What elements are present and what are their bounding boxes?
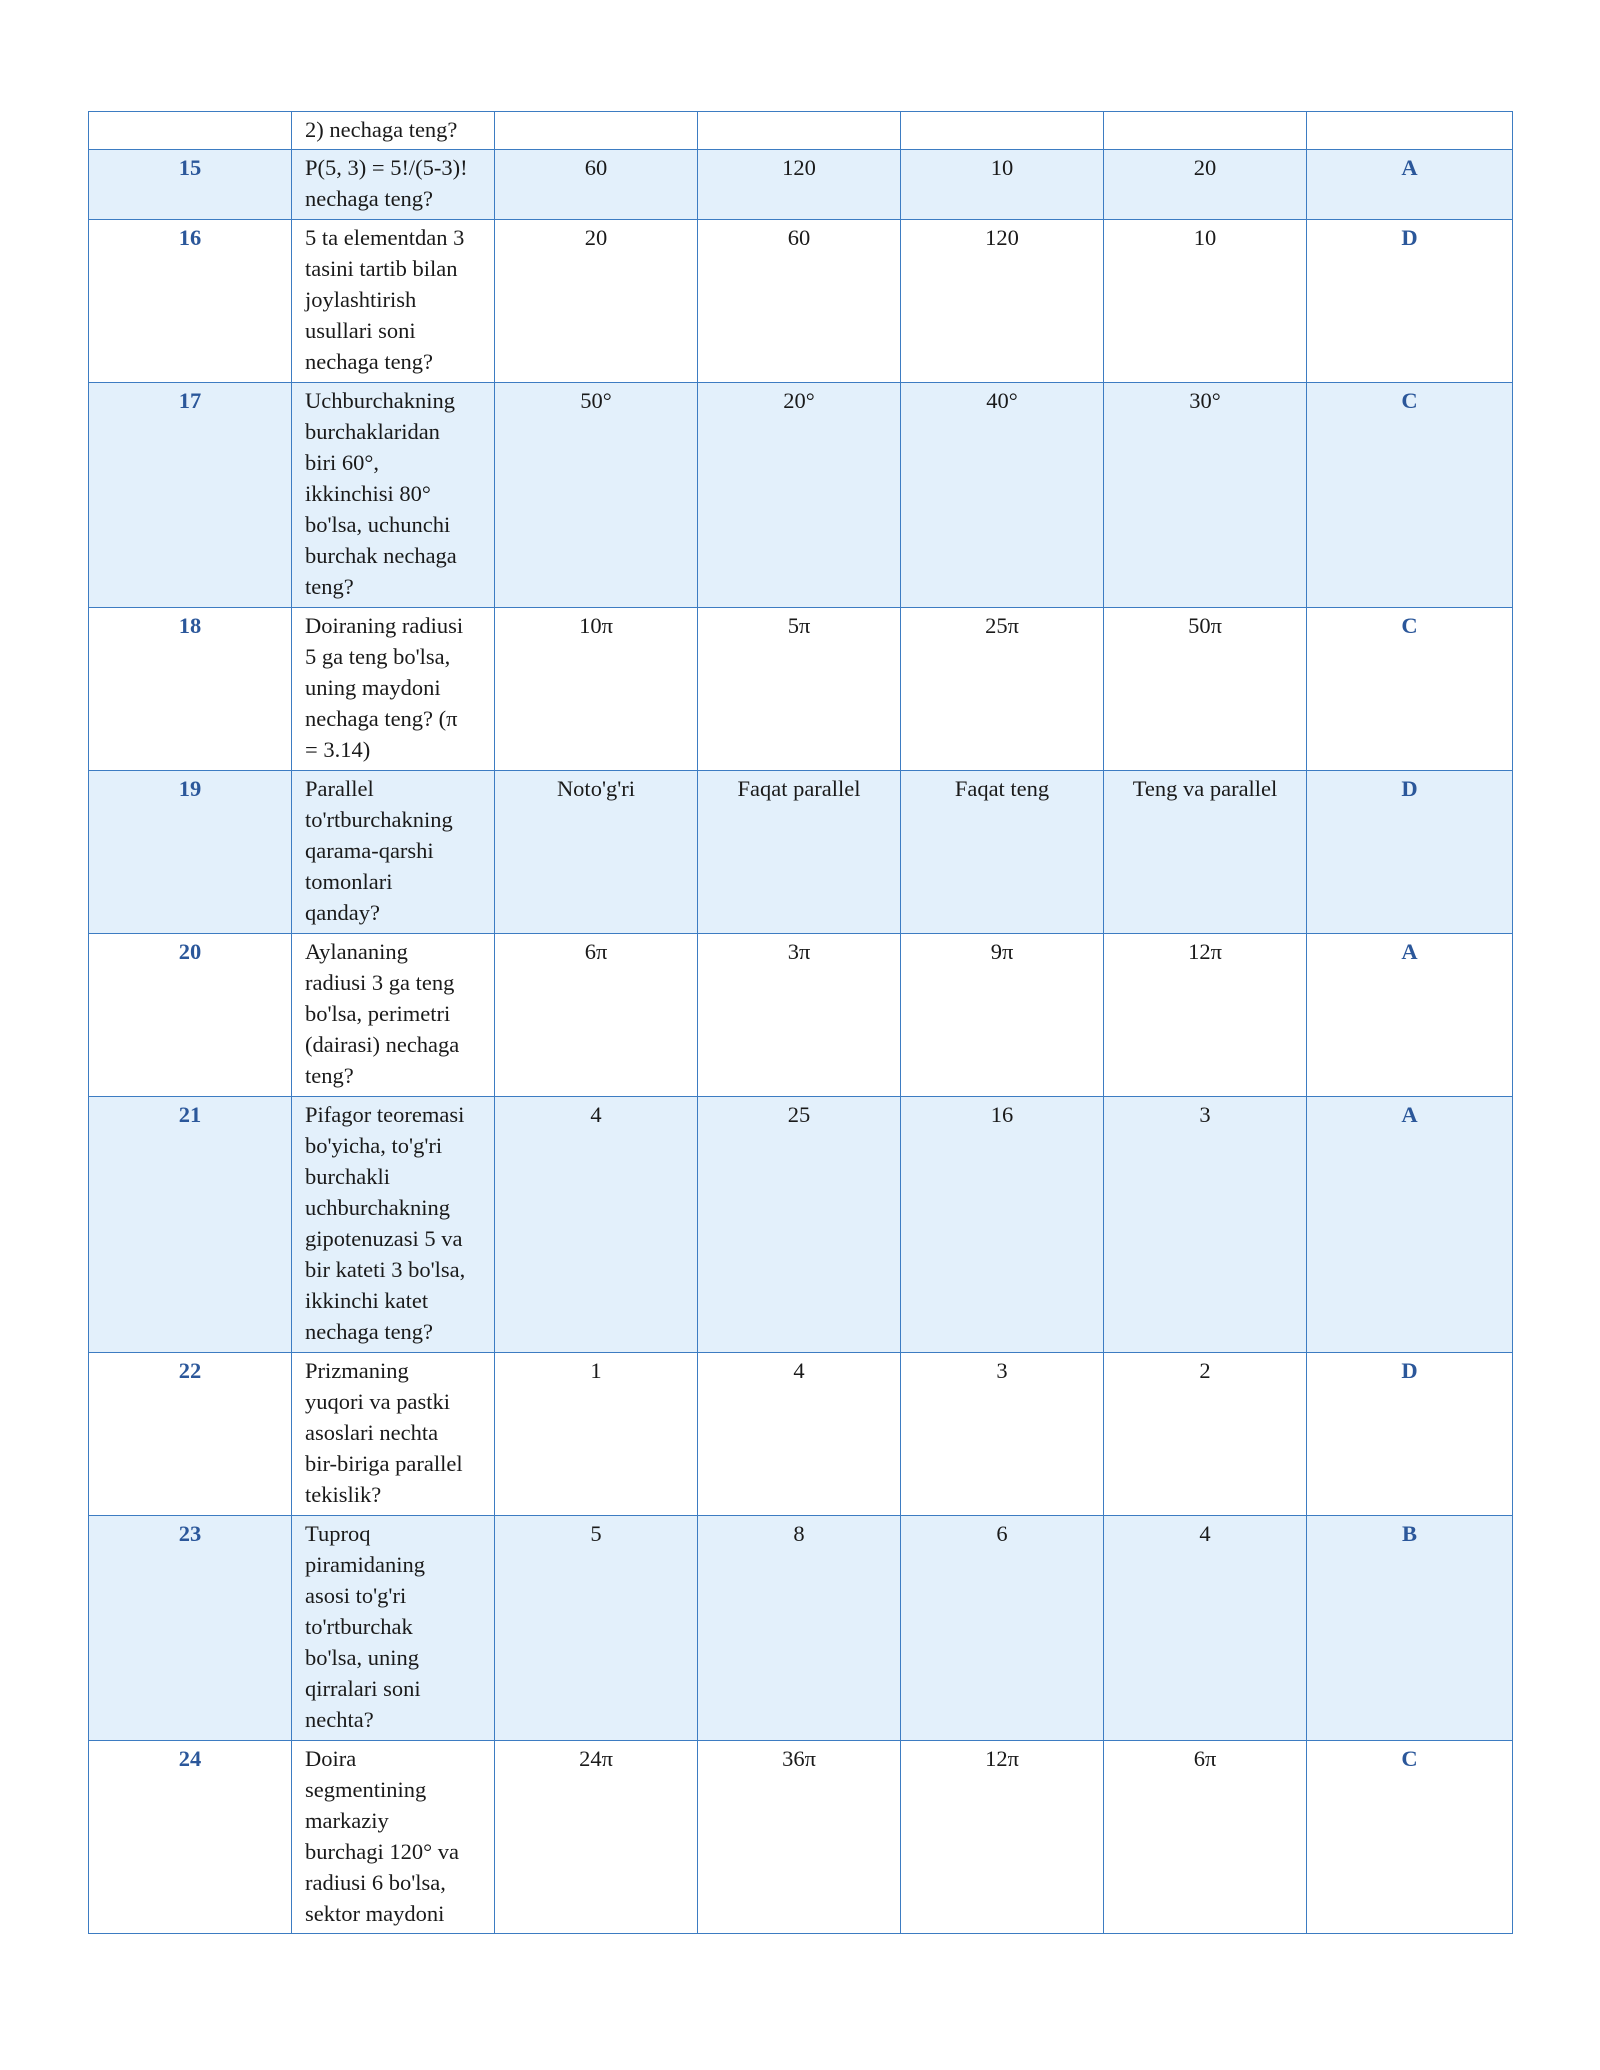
option-b: 4 <box>698 1353 901 1516</box>
option-b: 60 <box>698 220 901 383</box>
option-c: 10 <box>901 150 1104 220</box>
correct-answer: C <box>1307 1741 1513 1934</box>
question-text-line: bo'lsa, uchunchi <box>305 512 451 537</box>
option-a: 60 <box>495 150 698 220</box>
option-b: 120 <box>698 150 901 220</box>
question-text-line: bo'lsa, uning <box>305 1645 420 1670</box>
question-text-line: biri 60°, <box>305 450 379 475</box>
question-text-line: radiusi 3 ga teng <box>305 970 455 995</box>
correct-answer: A <box>1307 150 1513 220</box>
question-text-line: nechaga teng? <box>305 349 434 374</box>
option-b: 36π <box>698 1741 901 1934</box>
question-text-line: segmentining <box>305 1777 427 1802</box>
option-d: 4 <box>1104 1516 1307 1741</box>
correct-answer: A <box>1307 1097 1513 1353</box>
question-text-line: ikkinchi katet <box>305 1288 429 1313</box>
question-text-line: Pifagor teoremasi <box>305 1102 465 1127</box>
option-c: 16 <box>901 1097 1104 1353</box>
question-text-line: Parallel <box>305 776 374 801</box>
option-b: Faqat parallel <box>698 771 901 934</box>
option-d: 6π <box>1104 1741 1307 1934</box>
question-text-line: qanday? <box>305 900 380 925</box>
option-d: 50π <box>1104 608 1307 771</box>
question-text <box>292 150 495 220</box>
correct-answer: D <box>1307 771 1513 934</box>
option-d: 30° <box>1104 383 1307 608</box>
question-text-line: Aylananing <box>305 939 408 964</box>
question-text <box>292 608 495 771</box>
question-text-line: gipotenuzasi 5 va <box>305 1226 463 1251</box>
question-text-line: Prizmaning <box>305 1358 409 1383</box>
option-d <box>1104 112 1307 150</box>
question-text <box>292 771 495 934</box>
correct-answer: C <box>1307 608 1513 771</box>
question-text-line: asosi to'g'ri <box>305 1583 407 1608</box>
question-text-line: to'rtburchakning <box>305 807 453 832</box>
quiz-table-body <box>89 112 1513 1934</box>
option-d: 3 <box>1104 1097 1307 1353</box>
option-b: 3π <box>698 934 901 1097</box>
option-c: Faqat teng <box>901 771 1104 934</box>
question-text <box>292 112 495 150</box>
table-row <box>89 771 1513 934</box>
question-text-line: qirralari soni <box>305 1676 421 1701</box>
question-text <box>292 220 495 383</box>
option-c: 25π <box>901 608 1104 771</box>
quiz-table <box>88 111 1513 1934</box>
option-b: 25 <box>698 1097 901 1353</box>
table-row <box>89 1097 1513 1353</box>
question-text-line: joylashtirish <box>305 287 417 312</box>
question-text-line: nechaga teng? (π <box>305 706 458 731</box>
option-b <box>698 112 901 150</box>
question-text-line: tomonlari <box>305 869 393 894</box>
question-text-line: uning maydoni <box>305 675 441 700</box>
option-b: 20° <box>698 383 901 608</box>
table-row <box>89 150 1513 220</box>
question-text-line: Doira <box>305 1746 357 1771</box>
question-text-line: tasini tartib bilan <box>305 256 458 281</box>
table-row <box>89 934 1513 1097</box>
option-c <box>901 112 1104 150</box>
option-a: 6π <box>495 934 698 1097</box>
option-d: 20 <box>1104 150 1307 220</box>
question-text <box>292 1741 495 1934</box>
option-c: 40° <box>901 383 1104 608</box>
question-text-line: bo'lsa, perimetri <box>305 1001 451 1026</box>
question-text-line: burchakli <box>305 1164 390 1189</box>
option-a: 4 <box>495 1097 698 1353</box>
question-text <box>292 383 495 608</box>
question-text-line: nechta? <box>305 1707 374 1732</box>
question-text-line: tekislik? <box>305 1482 382 1507</box>
question-number: 21 <box>89 1097 292 1353</box>
correct-answer: B <box>1307 1516 1513 1741</box>
question-text-line: piramidaning <box>305 1552 425 1577</box>
option-c: 6 <box>901 1516 1104 1741</box>
option-a: 50° <box>495 383 698 608</box>
question-number: 15 <box>89 150 292 220</box>
option-b: 5π <box>698 608 901 771</box>
question-text-line: 2) nechaga teng? <box>305 117 458 142</box>
question-text-line: 5 ga teng bo'lsa, <box>305 644 451 669</box>
question-text-line: burchagi 120° va <box>305 1839 459 1864</box>
table-row <box>89 1516 1513 1741</box>
question-text-line: (dairasi) nechaga <box>305 1032 460 1057</box>
question-text-line: to'rtburchak <box>305 1614 413 1639</box>
question-text-line: sektor maydoni <box>305 1901 445 1926</box>
question-number <box>89 112 292 150</box>
option-c: 3 <box>901 1353 1104 1516</box>
question-text-line: asoslari nechta <box>305 1420 439 1445</box>
table-row <box>89 1353 1513 1516</box>
question-text-line: 5 ta elementdan 3 <box>305 225 465 250</box>
question-text <box>292 1353 495 1516</box>
question-text-line: yuqori va pastki <box>305 1389 450 1414</box>
option-d: 10 <box>1104 220 1307 383</box>
question-text-line: usullari soni <box>305 318 416 343</box>
question-text-line: teng? <box>305 1063 354 1088</box>
question-text-line: Uchburchakning <box>305 388 455 413</box>
question-text-line: Tuproq <box>305 1521 371 1546</box>
table-row <box>89 220 1513 383</box>
correct-answer: A <box>1307 934 1513 1097</box>
option-a: 20 <box>495 220 698 383</box>
question-number: 16 <box>89 220 292 383</box>
option-c: 120 <box>901 220 1104 383</box>
correct-answer <box>1307 112 1513 150</box>
question-text <box>292 1516 495 1741</box>
question-number: 22 <box>89 1353 292 1516</box>
option-c: 12π <box>901 1741 1104 1934</box>
question-number: 24 <box>89 1741 292 1934</box>
question-text-line: markaziy <box>305 1808 389 1833</box>
option-c: 9π <box>901 934 1104 1097</box>
question-number: 19 <box>89 771 292 934</box>
question-text-line: qarama-qarshi <box>305 838 434 863</box>
option-a: Noto'g'ri <box>495 771 698 934</box>
option-a: 1 <box>495 1353 698 1516</box>
correct-answer: D <box>1307 220 1513 383</box>
question-number: 18 <box>89 608 292 771</box>
question-text-line: uchburchakning <box>305 1195 450 1220</box>
table-row <box>89 1741 1513 1934</box>
question-text <box>292 1097 495 1353</box>
question-text-line: radiusi 6 bo'lsa, <box>305 1870 446 1895</box>
question-text-line: Doiraning radiusi <box>305 613 464 638</box>
option-b: 8 <box>698 1516 901 1741</box>
quiz-table-page <box>88 111 1512 1934</box>
question-text-line: P(5, 3) = 5!/(5-3)! <box>305 155 468 180</box>
option-a: 10π <box>495 608 698 771</box>
question-text-line: bo'yicha, to'g'ri <box>305 1133 443 1158</box>
question-text-line: bir kateti 3 bo'lsa, <box>305 1257 466 1282</box>
question-text-line: nechaga teng? <box>305 1319 434 1344</box>
correct-answer: C <box>1307 383 1513 608</box>
table-row <box>89 112 1513 150</box>
option-a <box>495 112 698 150</box>
question-text-line: ikkinchisi 80° <box>305 481 431 506</box>
table-row <box>89 383 1513 608</box>
question-text-line: burchak nechaga <box>305 543 457 568</box>
table-row <box>89 608 1513 771</box>
question-text-line: burchaklaridan <box>305 419 440 444</box>
question-text-line: = 3.14) <box>305 737 371 762</box>
correct-answer: D <box>1307 1353 1513 1516</box>
option-d: Teng va parallel <box>1104 771 1307 934</box>
question-text-line: bir-biriga parallel <box>305 1451 463 1476</box>
option-a: 5 <box>495 1516 698 1741</box>
option-a: 24π <box>495 1741 698 1934</box>
question-number: 23 <box>89 1516 292 1741</box>
option-d: 12π <box>1104 934 1307 1097</box>
question-number: 20 <box>89 934 292 1097</box>
question-text-line: nechaga teng? <box>305 186 434 211</box>
question-number: 17 <box>89 383 292 608</box>
question-text <box>292 934 495 1097</box>
option-d: 2 <box>1104 1353 1307 1516</box>
question-text-line: teng? <box>305 574 354 599</box>
